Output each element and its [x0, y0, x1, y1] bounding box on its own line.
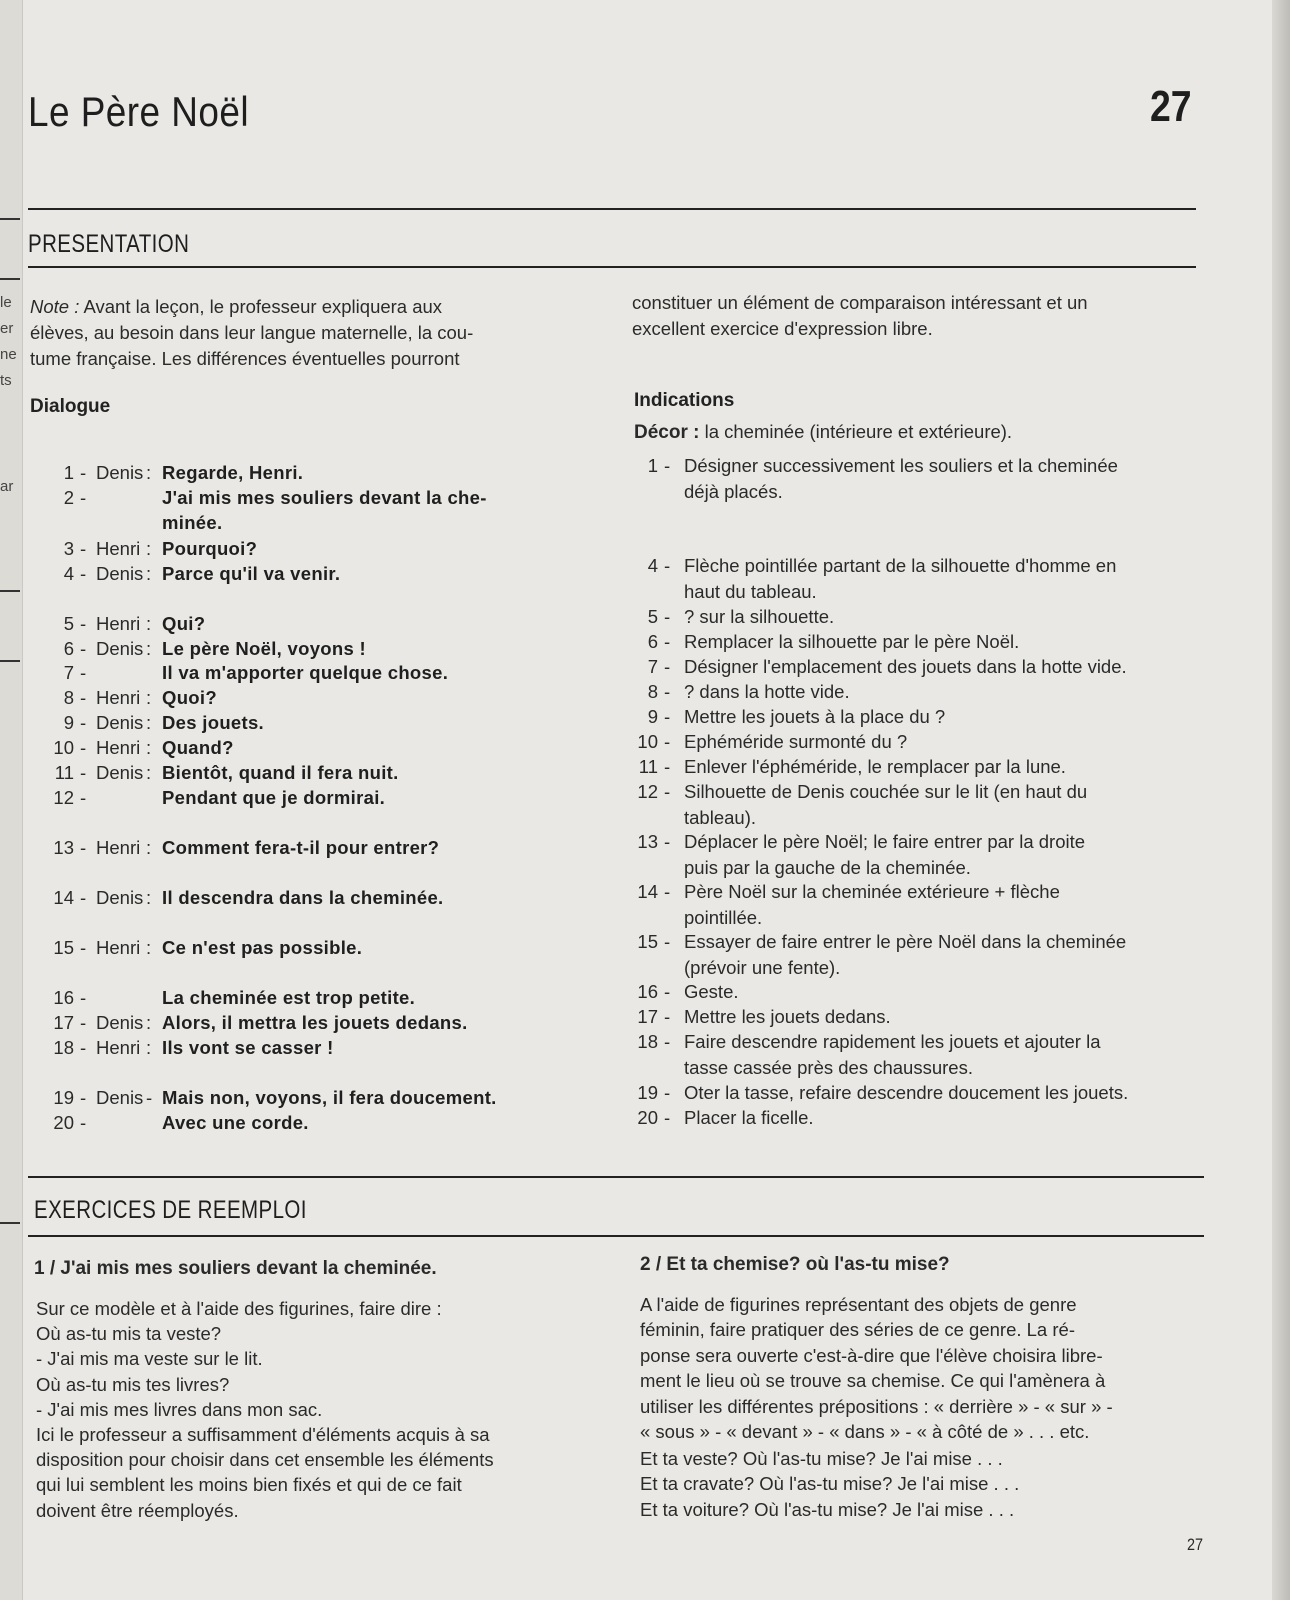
indication-item [632, 679, 1200, 705]
indication-dash: - [664, 756, 671, 777]
dialogue-text: Ils vont se casser ! [162, 1037, 334, 1058]
speaker: Henri [96, 538, 141, 559]
dialogue-line [34, 835, 604, 860]
exercise-1-paragraph-line: disposition pour choisir dans cet ensemble les éléments [36, 1449, 494, 1471]
dialogue-text: Regarde, Henri. [162, 462, 304, 483]
indication-dash: - [664, 631, 671, 652]
exercise-1-line: Sur ce modèle et à l'aide des figurines, faire dire : [36, 1298, 442, 1319]
speaker: Denis [96, 712, 144, 733]
indication-number: 17 [637, 1006, 658, 1027]
edge-rule [0, 1222, 20, 1224]
indication-number: 7 [647, 656, 658, 677]
speaker: Henri [96, 837, 141, 858]
indication-text: puis par la gauche de la cheminée. [684, 856, 971, 878]
dialogue-text: La cheminée est trop petite. [162, 987, 416, 1008]
line-dash: - [80, 613, 87, 634]
indication-item [632, 779, 1200, 830]
indication-text: Désigner l'emplacement des jouets dans la hotte vide. [684, 656, 1127, 677]
indication-item [632, 1105, 1200, 1131]
indication-number: 18 [637, 1031, 658, 1052]
line-dash: - [80, 712, 87, 733]
edge-fragment: ar [0, 478, 14, 495]
indication-number: 1 [647, 455, 658, 476]
line-dash: - [80, 762, 87, 783]
decor-text: la cheminée (intérieure et extérieure). [704, 421, 1013, 442]
line-dash: - [80, 1037, 87, 1058]
line-dash: - [80, 887, 87, 908]
indication-text: Essayer de faire entrer le père Noël dans la cheminée [684, 931, 1127, 952]
dialogue-text: Alors, il mettra les jouets dedans. [162, 1012, 468, 1033]
speaker-separator: : [146, 737, 152, 758]
indication-text: tasse cassée près des chaussures. [684, 1056, 973, 1078]
indication-dash: - [664, 1006, 671, 1027]
indication-dash: - [664, 656, 671, 677]
speaker: Denis [96, 462, 144, 483]
indication-item [632, 453, 1200, 504]
dialogue-line [34, 636, 604, 661]
indication-text: Oter la tasse, refaire descendre doucement les jouets. [684, 1082, 1129, 1103]
decor-line [634, 421, 1012, 444]
line-number: 18 [53, 1037, 74, 1058]
indication-item [632, 604, 1200, 630]
indication-text: Désigner successivement les souliers et la cheminée [684, 455, 1118, 476]
dialogue-text: Le père Noël, voyons ! [162, 638, 366, 659]
dialogue-text: Qui? [162, 613, 206, 634]
line-dash: - [80, 937, 87, 958]
dialogue-text: minée. [162, 512, 223, 533]
indication-number: 14 [637, 881, 658, 902]
speaker-separator: : [146, 638, 152, 659]
indication-text: Enlever l'éphéméride, le remplacer par la lune. [684, 756, 1066, 777]
indication-number: 8 [647, 681, 658, 702]
line-dash: - [80, 538, 87, 559]
indication-text: Remplacer la silhouette par le père Noël. [684, 631, 1020, 652]
line-dash: - [80, 662, 87, 683]
speaker-separator: - [146, 1087, 153, 1108]
exercise-1-paragraph-line: doivent être réemployés. [36, 1499, 239, 1521]
dialogue-line [34, 660, 604, 685]
line-number: 1 [63, 462, 74, 483]
line-number: 13 [53, 837, 74, 858]
line-number: 14 [53, 887, 74, 908]
indications-heading: Indications [634, 390, 735, 411]
decor-label: Décor : [634, 422, 700, 443]
indication-item [632, 829, 1200, 880]
line-number: 6 [63, 638, 74, 659]
dialogue-line [34, 735, 604, 760]
speaker: Denis [96, 1012, 144, 1033]
dialogue-text: Avec une corde. [162, 1112, 309, 1133]
indication-number: 15 [637, 931, 658, 952]
exercise-1-line: - J'ai mis ma veste sur le lit. [36, 1348, 263, 1370]
page-title: Le Père Noël [28, 88, 250, 135]
indication-text: Faire descendre rapidement les jouets et ajouter la [684, 1031, 1101, 1052]
indication-item [632, 1004, 1200, 1030]
line-dash: - [80, 1087, 87, 1108]
speaker: Henri [96, 687, 141, 708]
exercise-2-paragraph-line: ment le lieu où se trouve sa chemise. Ce qui l'amènera à [640, 1370, 1106, 1392]
indication-text: Geste. [684, 981, 739, 1002]
speaker-separator: : [146, 1012, 152, 1033]
left-page-edge [0, 0, 23, 1600]
line-dash: - [80, 462, 87, 483]
exercise-1-paragraph-line: qui lui semblent les moins bien fixés et qui de ce fait [36, 1474, 462, 1496]
line-dash: - [80, 787, 87, 808]
indication-text: déjà placés. [684, 480, 783, 502]
exercise-2-line: Et ta voiture? Où l'as-tu mise? Je l'ai mise . . . [640, 1498, 1015, 1520]
line-number: 9 [63, 712, 74, 733]
indication-dash: - [664, 1107, 671, 1128]
dialogue-line [34, 785, 604, 810]
edge-rule [0, 278, 20, 280]
speaker-separator: : [146, 937, 152, 958]
indication-number: 10 [637, 731, 658, 752]
exercise-2-paragraph-line: féminin, faire pratiquer des séries de ce genre. La ré- [640, 1319, 1075, 1341]
line-dash: - [80, 1012, 87, 1033]
dialogue-line [34, 460, 604, 485]
rule-exercices-top [28, 1176, 1204, 1178]
line-number: 3 [63, 538, 74, 559]
speaker: Denis [96, 1087, 144, 1108]
speaker-separator: : [146, 613, 152, 634]
line-number: 12 [53, 787, 74, 808]
line-dash: - [80, 487, 87, 508]
dialogue-line [34, 1010, 604, 1035]
speaker-separator: : [146, 837, 152, 858]
dialogue-line [34, 885, 604, 910]
speaker: Henri [96, 1037, 141, 1058]
line-number: 17 [53, 1012, 74, 1033]
indication-number: 5 [647, 606, 658, 627]
exercise-2-paragraph-line: « sous » - « devant » - « dans » - « à côté de » . . . etc. [640, 1421, 1090, 1442]
page-number-bottom: 27 [1187, 1535, 1204, 1554]
indication-number: 6 [647, 631, 658, 652]
indication-text: ? sur la silhouette. [684, 606, 835, 627]
note-label: Note : [30, 296, 80, 317]
indication-dash: - [664, 455, 671, 476]
dialogue-text: Des jouets. [162, 712, 264, 733]
line-number: 4 [63, 563, 74, 584]
indication-dash: - [664, 881, 671, 902]
speaker: Henri [96, 937, 141, 958]
exercise-2-title: 2 / Et ta chemise? où l'as-tu mise? [640, 1254, 950, 1275]
dialogue-text: Il va m'apporter quelque chose. [162, 662, 449, 683]
indication-text: ? dans la hotte vide. [684, 681, 850, 702]
indication-number: 9 [647, 706, 658, 727]
exercise-2-paragraph-line: ponse sera ouverte c'est-à-dire que l'élève choisira libre- [640, 1344, 1103, 1366]
dialogue-text: Quand? [162, 737, 234, 758]
dialogue-line [34, 710, 604, 735]
exercise-1-line: - J'ai mis mes livres dans mon sac. [36, 1398, 323, 1420]
dialogue-text: Pendant que je dormirai. [162, 787, 386, 808]
exercise-1-title: 1 / J'ai mis mes souliers devant la cheminée. [34, 1258, 437, 1279]
indication-item [632, 1029, 1200, 1080]
indication-text: Silhouette de Denis couchée sur le lit (en haut du [684, 781, 1088, 802]
speaker: Henri [96, 613, 141, 634]
indication-text: Mettre les jouets à la place du ? [684, 706, 946, 727]
note-line-1: Note : Avant la leçon, le professeur expliquera aux [30, 296, 443, 317]
presentation-heading: PRESENTATION [28, 230, 190, 258]
dialogue-line [34, 485, 604, 510]
line-number: 20 [53, 1112, 74, 1133]
indication-number: 12 [637, 781, 658, 802]
exercise-2-line: Et ta cravate? Où l'as-tu mise? Je l'ai mise . . . [640, 1473, 1020, 1495]
dialogue-line [34, 685, 604, 710]
indication-text: pointillée. [684, 906, 763, 928]
dialogue-line [34, 536, 604, 561]
dialogue-text: Ce n'est pas possible. [162, 937, 363, 958]
indication-number: 13 [637, 831, 658, 852]
indication-dash: - [664, 681, 671, 702]
dialogue-text: Parce qu'il va venir. [162, 563, 341, 584]
indication-dash: - [664, 555, 671, 576]
edge-rule [0, 660, 20, 662]
indication-item [632, 929, 1200, 980]
indication-number: 20 [637, 1107, 658, 1128]
dialogue-text: Comment fera-t-il pour entrer? [162, 837, 440, 858]
dialogue-text: Quoi? [162, 687, 217, 708]
edge-fragment: ts [0, 372, 12, 389]
line-dash: - [80, 687, 87, 708]
indication-text: haut du tableau. [684, 580, 817, 602]
line-number: 19 [53, 1087, 74, 1108]
dialogue-line [34, 1085, 604, 1110]
line-dash: - [80, 1112, 87, 1133]
indication-text: Déplacer le père Noël; le faire entrer par la droite [684, 831, 1086, 852]
line-number: 7 [63, 662, 74, 683]
line-number: 10 [53, 737, 74, 758]
exercise-2-line: Et ta veste? Où l'as-tu mise? Je l'ai mise . . . [640, 1448, 1003, 1469]
line-number: 5 [63, 613, 74, 634]
indication-item [632, 629, 1200, 655]
dialogue-line [34, 935, 604, 960]
indication-item [632, 654, 1200, 680]
page-number-top: 27 [1150, 82, 1192, 131]
exercices-heading: EXERCICES DE REEMPLOI [34, 1196, 307, 1224]
dialogue-line [34, 1110, 604, 1135]
indication-item [632, 754, 1200, 780]
exercise-1-paragraph-line: Ici le professeur a suffisamment d'éléments acquis à sa [36, 1424, 490, 1445]
dialogue-line [34, 760, 604, 785]
dialogue-line [34, 510, 604, 535]
indication-item [632, 553, 1200, 604]
line-dash: - [80, 563, 87, 584]
indication-text: Flèche pointillée partant de la silhouette d'homme en [684, 555, 1117, 576]
exercise-1-line: Où as-tu mis tes livres? [36, 1373, 230, 1395]
indication-item [632, 704, 1200, 730]
indication-text: tableau). [684, 806, 756, 828]
indication-dash: - [664, 706, 671, 727]
speaker: Denis [96, 638, 144, 659]
rule-presentation [28, 266, 1196, 268]
edge-fragment: ne [0, 346, 17, 363]
exercise-2-paragraph-line: A l'aide de figurines représentant des objets de genre [640, 1294, 1077, 1315]
dialogue-text: J'ai mis mes souliers devant la che- [162, 487, 487, 508]
dialogue-heading: Dialogue [30, 396, 111, 417]
dialogue-text: Bientôt, quand il fera nuit. [162, 762, 399, 783]
indication-dash: - [664, 931, 671, 952]
edge-fragment: er [0, 320, 14, 337]
line-dash: - [80, 837, 87, 858]
rule-exercices-bottom [28, 1235, 1204, 1237]
dialogue-line [34, 1035, 604, 1060]
dialogue-line [34, 561, 604, 586]
speaker-separator: : [146, 887, 152, 908]
dialogue-line [34, 985, 604, 1010]
note-continued-1: constituer un élément de comparaison intéressant et un [632, 292, 1088, 313]
dialogue-text: Il descendra dans la cheminée. [162, 887, 444, 908]
line-dash: - [80, 737, 87, 758]
speaker: Denis [96, 887, 144, 908]
line-number: 15 [53, 937, 74, 958]
indication-dash: - [664, 981, 671, 1002]
indication-text: Ephéméride surmonté du ? [684, 731, 908, 752]
indication-text: Père Noël sur la cheminée extérieure + flèche [684, 881, 1060, 902]
indication-dash: - [664, 731, 671, 752]
dialogue-line [34, 611, 604, 636]
edge-rule [0, 590, 20, 592]
line-number: 2 [63, 487, 74, 508]
speaker-separator: : [146, 462, 152, 483]
edge-fragment: le [0, 294, 12, 311]
indication-number: 4 [647, 555, 658, 576]
line-number: 11 [54, 762, 74, 783]
indication-number: 16 [637, 981, 658, 1002]
note-continued-2: excellent exercice d'expression libre. [632, 318, 933, 339]
indication-text: Placer la ficelle. [684, 1107, 814, 1128]
speaker: Henri [96, 737, 141, 758]
indication-item [632, 979, 1200, 1005]
speaker: Denis [96, 563, 144, 584]
indication-number: 11 [638, 756, 658, 777]
indication-text: (prévoir une fente). [684, 956, 841, 978]
speaker-separator: : [146, 712, 152, 733]
speaker: Denis [96, 762, 144, 783]
exercise-2-paragraph-line: utiliser les différentes prépositions : « derrière » - « sur » - [640, 1395, 1113, 1417]
right-page-edge [1272, 0, 1290, 1600]
indication-text: Mettre les jouets dedans. [684, 1006, 891, 1027]
indication-dash: - [664, 1082, 671, 1103]
indication-dash: - [664, 1031, 671, 1052]
exercise-1-line: Où as-tu mis ta veste? [36, 1323, 222, 1345]
speaker-separator: : [146, 687, 152, 708]
speaker-separator: : [146, 762, 152, 783]
speaker-separator: : [146, 563, 152, 584]
edge-rule [0, 218, 20, 220]
indication-item [632, 1080, 1200, 1106]
line-dash: - [80, 638, 87, 659]
dialogue-text: Pourquoi? [162, 538, 258, 559]
indication-dash: - [664, 606, 671, 627]
line-number: 16 [53, 987, 74, 1008]
indication-item [632, 879, 1200, 930]
note-line-2: élèves, au besoin dans leur langue maternelle, la cou- [30, 322, 474, 343]
indication-dash: - [664, 831, 671, 852]
indication-number: 19 [637, 1082, 658, 1103]
speaker-separator: : [146, 1037, 152, 1058]
note-line-3: tume française. Les différences éventuelles pourront [30, 348, 460, 369]
dialogue-text: Mais non, voyons, il fera doucement. [162, 1087, 497, 1108]
rule-top [28, 208, 1196, 210]
line-dash: - [80, 987, 87, 1008]
indication-dash: - [664, 781, 671, 802]
line-number: 8 [63, 687, 74, 708]
speaker-separator: : [146, 538, 152, 559]
indication-item [632, 729, 1200, 755]
